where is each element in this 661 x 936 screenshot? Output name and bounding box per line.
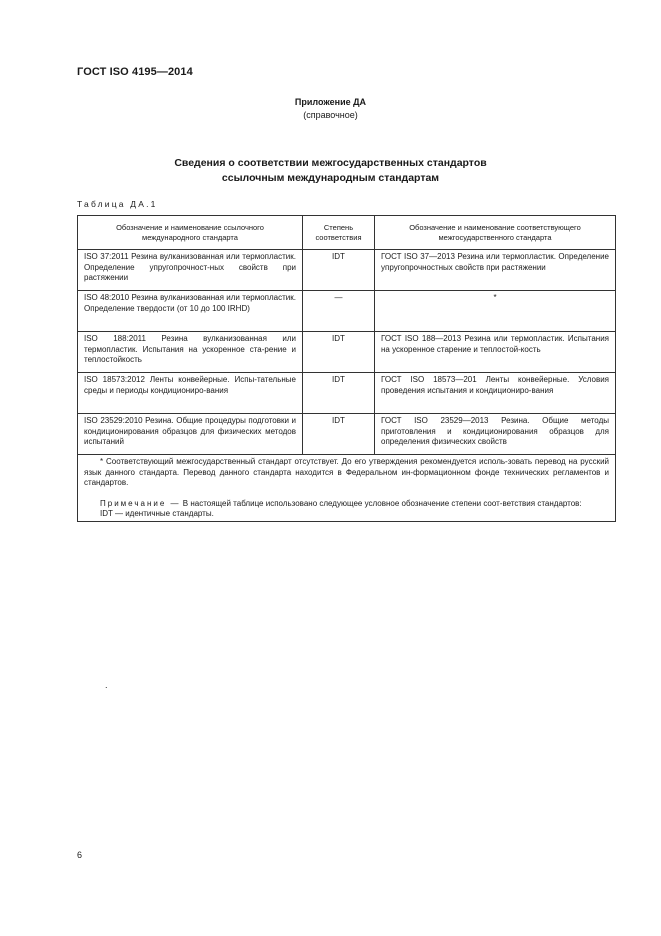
- page-number: 6: [77, 850, 83, 860]
- table-row: [78, 250, 616, 291]
- header-degree: [303, 216, 375, 250]
- correspondence-table: [77, 215, 616, 522]
- interstate-standard-cell: ГОСТ ISO 18573—201 Ленты конвейерные. Условия проведения испытания и кондициониро-вания: [375, 373, 616, 414]
- degree-cell: IDT: [303, 414, 375, 455]
- section-title: [0, 156, 661, 186]
- header-line: межгосударственного стандарта: [438, 233, 552, 242]
- degree-cell: IDT: [303, 332, 375, 373]
- degree-cell: —: [303, 291, 375, 332]
- note-idt-definition: IDT — идентичные стандарты.: [100, 509, 214, 518]
- note-text: В настоящей таблице использовано следующее условное обозначение степени соот-ветствия стандартов:: [182, 498, 582, 508]
- interstate-standard-cell: ГОСТ ISO 23529—2013 Резина. Общие методы приготовления и кондиционирования образцов для определения физических свойств: [375, 414, 616, 455]
- stray-mark: .: [105, 680, 108, 690]
- interstate-standard-cell: ГОСТ ISO 37—2013 Резина или термопластик. Определение упругопрочностных свойств при растяжении: [375, 250, 616, 291]
- appendix-subtitle: (справочное): [303, 110, 358, 120]
- section-title-line-1: Сведения о соответствии межгосударственных стандартов: [174, 157, 487, 169]
- header-line: Степень: [323, 223, 354, 232]
- note-label: Примечание —: [100, 498, 181, 508]
- table-label: Таблица ДА.1: [77, 199, 158, 209]
- interstate-standard-cell: *: [375, 291, 616, 332]
- header-line: соответствия: [315, 233, 362, 242]
- header-interstate-standard: [375, 216, 616, 250]
- table-row: [78, 414, 616, 455]
- appendix-heading: [0, 96, 661, 122]
- appendix-title: Приложение ДА: [294, 97, 367, 107]
- degree-cell: IDT: [303, 250, 375, 291]
- table-row: [78, 332, 616, 373]
- header-line: международного стандарта: [142, 233, 238, 242]
- international-standard-cell: ISO 37:2011 Резина вулканизованная или термопластик. Определение упругопрочност-ных свойств при растяжении: [78, 250, 303, 291]
- header-line: Обозначение и наименование соответствующего: [409, 223, 581, 232]
- header-international-standard: [78, 216, 303, 250]
- degree-cell: IDT: [303, 373, 375, 414]
- section-title-line-2: ссылочным международным стандартам: [221, 172, 440, 184]
- document-code: ГОСТ ISO 4195—2014: [77, 66, 193, 78]
- table-header-row: [78, 216, 616, 250]
- table-row: [78, 373, 616, 414]
- header-line: Обозначение и наименование ссылочного: [116, 223, 264, 232]
- international-standard-cell: ISO 188:2011 Резина вулканизованная или термопластик. Испытания на ускоренное ста-рение и теплостойкость: [78, 332, 303, 373]
- international-standard-cell: ISO 23529:2010 Резина. Общие процедуры подготовки и кондиционирования образцов для физических методов испытаний: [78, 414, 303, 455]
- table-row: [78, 291, 616, 332]
- table-notes: [78, 455, 616, 522]
- international-standard-cell: ISO 48:2010 Резина вулканизованная или термопластик. Определение твердости (от 10 до 100 IRHD): [78, 291, 303, 332]
- interstate-standard-cell: ГОСТ ISO 188—2013 Резина или термопластик. Испытания на ускоренное старение и теплостой-кость: [375, 332, 616, 373]
- table-notes-row: [78, 455, 616, 522]
- international-standard-cell: ISO 18573:2012 Ленты конвейерные. Испы-тательные среды и периоды кондициониро-вания: [78, 373, 303, 414]
- note: [84, 499, 609, 510]
- footnote: * Соответствующий межгосударственный стандарт отсутствует. До его утверждения рекомендуется исполь-зовать перевод на русский язык данного стандарта. Перевод данного стандарта находится в Федеральном ин-формационном фонде технических регламентов и стандартов.: [84, 457, 609, 487]
